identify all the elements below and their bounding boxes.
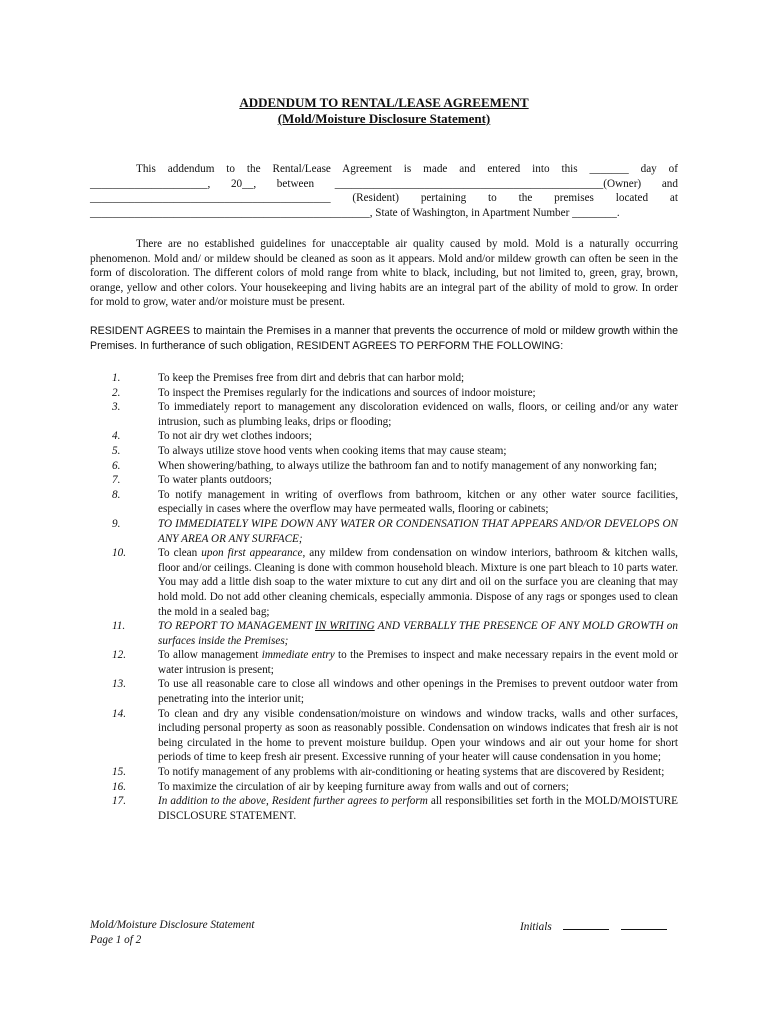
intro-paragraph: [90, 162, 678, 220]
item-text: To not air dry wet clothes indoors;: [158, 430, 312, 443]
footer-page-number: Page 1 of 2: [90, 934, 142, 946]
item-number: 7.: [112, 474, 121, 487]
item-number: 5.: [112, 444, 121, 457]
item-number: 17.: [112, 795, 126, 808]
list-item: [90, 488, 678, 517]
item-number: 4.: [112, 430, 121, 443]
item-text-emphasis: immediate entry: [261, 649, 335, 662]
item-text-post: all responsibilities set forth in the MOLD/MOISTURE DISCLOSURE STATEMENT.: [158, 795, 678, 822]
mold-guidelines-paragraph: There are no established guidelines for unacceptable air quality caused by mold. Mold is a naturally occurring phenomenon. Mold and/ or mildew should be cleaned as soon as it appears. Mold and/or mildew growth can often be seen in the form of discoloration. The different colors of mold range from white to black, including, but not limited to, green, gray, brown, orange, yellow and other colors. Your housekeeping and living habits are an integral part of the ability of mold to grow. In order for mold to grow, water and/or moisture must be present.: [90, 238, 678, 309]
list-item: [90, 517, 678, 546]
item-text: To immediately report to management any discoloration evidenced on walls, floors, or ceiling and/or any water intrusion, such as plumbing leaks, drips or flooding;: [158, 401, 678, 428]
list-item: [90, 400, 678, 429]
item-text: To notify management in writing of overflows from bathroom, kitchen or any other water source facilities, especially in cases where the overflow may have permeated walls, flooring or cabinets;: [158, 488, 678, 516]
intro-line-4: __________________________________________________, State of Washington, in Apartment Number ________.: [90, 206, 620, 219]
item-text: To water plants outdoors;: [158, 474, 272, 487]
list-item: [90, 707, 678, 765]
item-number: 12.: [112, 649, 126, 662]
item-number: 11.: [112, 620, 126, 633]
item-text: To maximize the circulation of air by keeping furniture away from walls and out of corners;: [158, 780, 569, 793]
intro-line-1: This addendum to the Rental/Lease Agreement is made and entered into this _______ day of: [136, 163, 678, 175]
list-item: [90, 780, 678, 795]
list-item: [90, 648, 678, 677]
item-number: 2.: [112, 386, 121, 399]
initials-blank-2[interactable]: [621, 918, 667, 930]
item-text-emphasis: In addition to the above, Resident further agrees to perform: [158, 795, 428, 808]
item-text: To keep the Premises free from dirt and debris that can harbor mold;: [158, 372, 465, 384]
item-number: 1.: [112, 372, 121, 384]
list-item: [90, 429, 678, 444]
item-number: 10.: [112, 547, 126, 560]
item-text-post: , any mildew from condensation on window interiors, bathroom & kitchen walls, floor and/or ceilings. Cleaning is done with common household bleach. Mixture is one part bleach to 10 parts water. You may add a little dish soap to the water mixture to cut any dirt and oil on the surface you are cleaning that may hold mold. Do not add other cleaning chemicals, especially ammonia. Dispose of any rags or sponges used to clean the mold in a sealed bag;: [158, 547, 678, 618]
item-text: When showering/bathing, to always utilize the bathroom fan and to notify management of any nonworking fan;: [158, 459, 657, 472]
item-number: 6.: [112, 459, 121, 472]
intro-line-3: ___________________________________________ (Resident) pertaining to the premises located at: [90, 192, 678, 205]
item-text: To use all reasonable care to close all windows and other openings in the Premises to prevent outdoor water from penetrating into the interior unit;: [158, 678, 678, 706]
initials-field: [520, 918, 667, 935]
list-item: [90, 794, 678, 823]
obligations-list: [90, 371, 678, 823]
document-subtitle: (Mold/Moisture Disclosure Statement): [277, 111, 491, 126]
item-text: To clean and dry any visible condensation/moisture on windows and window tracks, walls and other surfaces, including personal property as soon as reasonably possible. Condensation on windows indicates that fresh air is not being circulated in the home to prevent moisture buildup. Open your windows and air out your home for short periods of time to keep fresh air present. Excessive running of your heater will cause condensation in you home;: [158, 707, 678, 764]
list-item: [90, 386, 678, 401]
list-item: [90, 619, 678, 648]
item-text: To inspect the Premises regularly for the indications and sources of indoor moisture;: [158, 386, 536, 399]
item-text-post: AND VERBALLY THE PRESENCE OF ANY MOLD GROWTH on surfaces inside the Premises;: [158, 620, 678, 647]
item-text-pre: TO REPORT TO MANAGEMENT: [158, 620, 316, 633]
list-item: [90, 677, 678, 706]
item-number: 15.: [112, 766, 126, 779]
item-number: 8.: [112, 488, 121, 501]
item-text: To notify management of any problems with air-conditioning or heating systems that are discovered by Resident;: [158, 766, 665, 779]
initials-blank-1[interactable]: [563, 918, 609, 930]
item-text-post: to the Premises to inspect and make necessary repairs in the event mold or water intrusion is present;: [158, 649, 679, 676]
item-number: 13.: [112, 678, 126, 691]
list-item: [90, 459, 678, 474]
list-item: [90, 444, 678, 459]
item-text-pre: To clean: [158, 547, 202, 560]
item-text-emphasis: IN WRITING: [315, 620, 375, 633]
item-number: 9.: [112, 517, 121, 530]
list-item: [90, 765, 678, 780]
item-text-pre: To allow management: [158, 649, 262, 662]
list-item: [90, 546, 678, 619]
item-text-emphasis: upon first appearance: [201, 547, 303, 560]
list-item: [90, 371, 678, 386]
resident-agrees-paragraph: RESIDENT AGREES to maintain the Premises in a manner that prevents the occurrence of mold or mildew growth within the Premises. In furtherance of such obligation, RESIDENT AGREES TO PERFORM THE FOLLOWING:: [90, 325, 678, 352]
item-number: 14.: [112, 707, 126, 720]
initials-label: Initials: [520, 921, 552, 933]
item-text: To always utilize stove hood vents when cooking items that may cause steam;: [158, 444, 507, 457]
item-text: TO IMMEDIATELY WIPE DOWN ANY WATER OR CONDENSATION THAT APPEARS AND/OR DEVELOPS ON ANY AREA OR ANY SURFACE;: [158, 517, 678, 545]
intro-line-2: _____________________, 20__, between ________________________________________________(Owner) and: [90, 177, 678, 190]
footer-document-name: Mold/Moisture Disclosure Statement: [90, 919, 255, 931]
item-number: 3.: [112, 401, 121, 414]
document-title: ADDENDUM TO RENTAL/LEASE AGREEMENT: [239, 95, 529, 110]
item-number: 16.: [112, 780, 126, 793]
list-item: [90, 473, 678, 488]
